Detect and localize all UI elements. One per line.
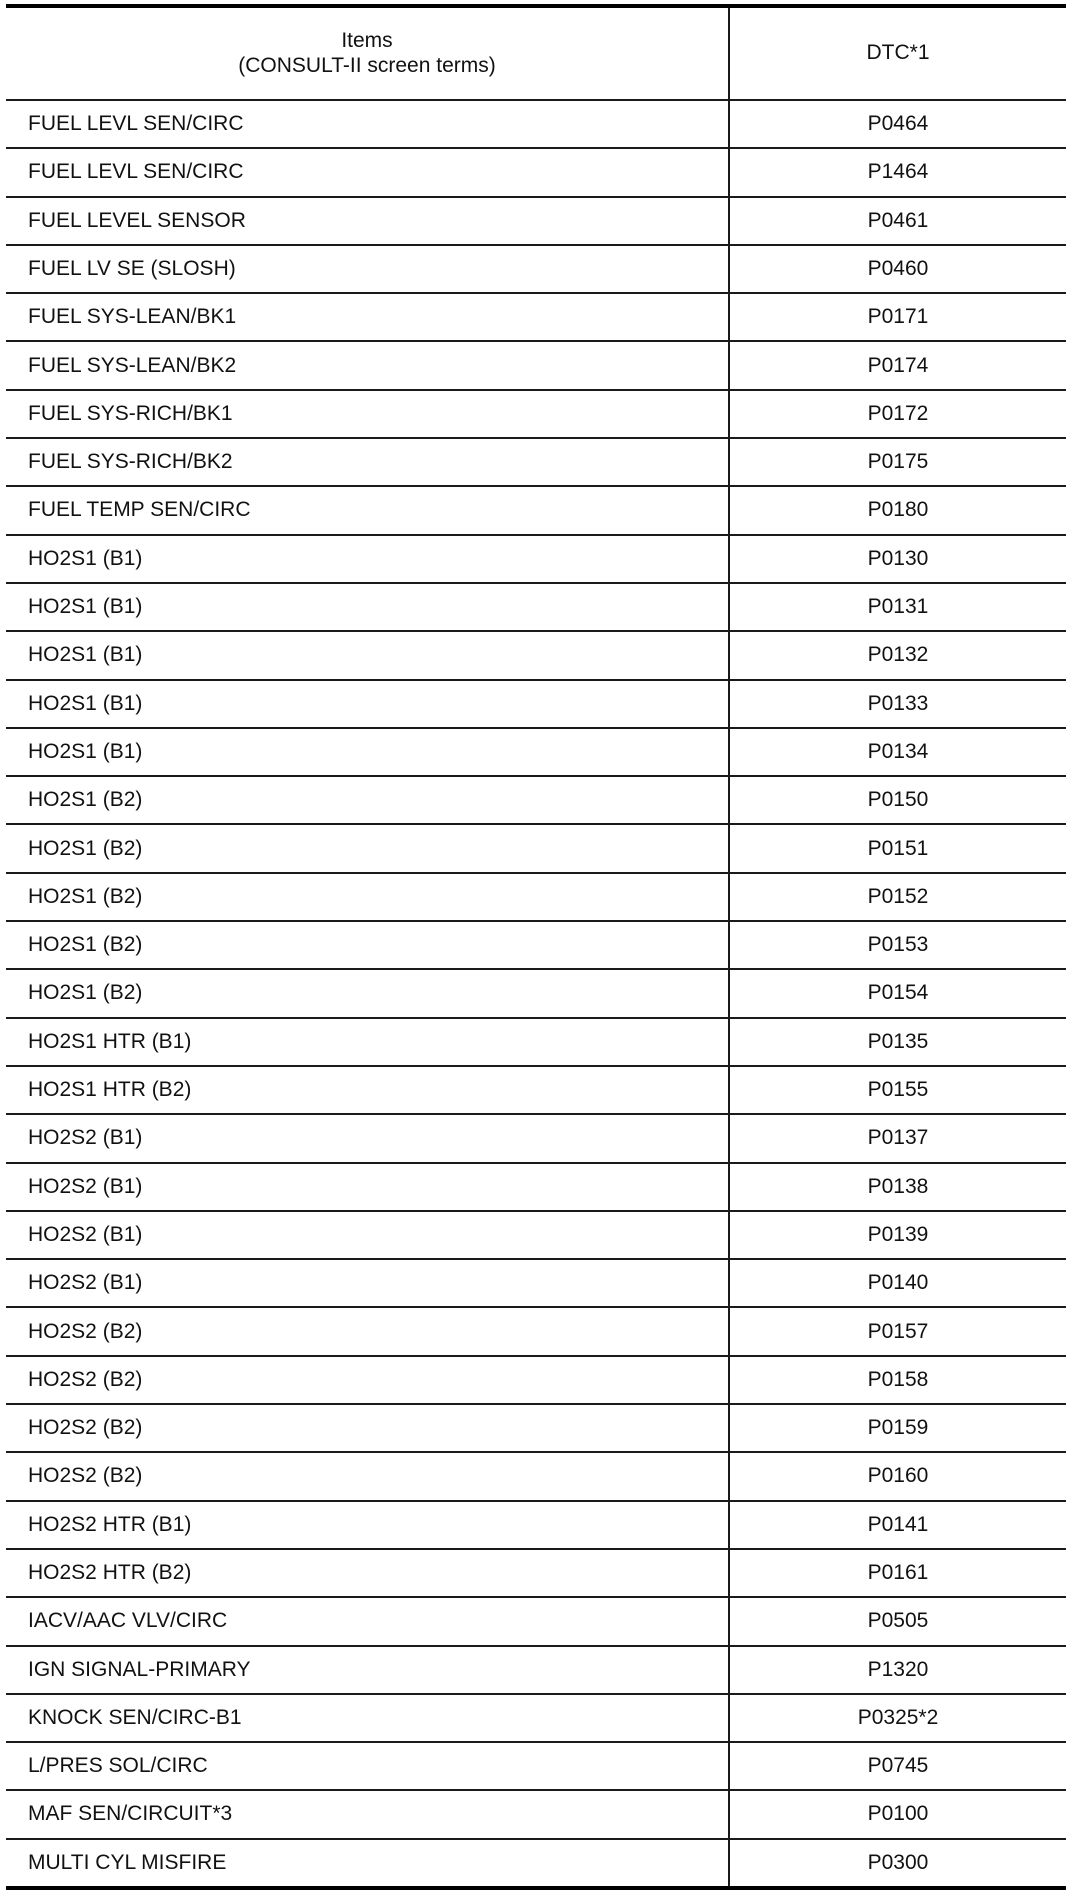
header-items-title: Items bbox=[341, 29, 393, 53]
dtc-cell: P0139 bbox=[729, 1211, 1066, 1259]
table-row bbox=[6, 728, 1066, 776]
table-row bbox=[6, 680, 1066, 728]
table-row bbox=[6, 341, 1066, 389]
table-row bbox=[6, 197, 1066, 245]
table-row bbox=[6, 1839, 1066, 1888]
table-row bbox=[6, 100, 1066, 148]
table-row bbox=[6, 1356, 1066, 1404]
item-cell: FUEL LEVL SEN/CIRC bbox=[6, 148, 729, 196]
dtc-cell: P0154 bbox=[729, 969, 1066, 1017]
item-cell: HO2S2 (B1) bbox=[6, 1114, 729, 1162]
dtc-cell: P0150 bbox=[729, 776, 1066, 824]
table-body bbox=[6, 100, 1066, 1888]
table-row bbox=[6, 1646, 1066, 1694]
dtc-cell: P0461 bbox=[729, 197, 1066, 245]
table-row bbox=[6, 1404, 1066, 1452]
dtc-cell: P0160 bbox=[729, 1452, 1066, 1500]
table-row bbox=[6, 1694, 1066, 1742]
item-cell: FUEL LEVL SEN/CIRC bbox=[6, 100, 729, 148]
dtc-cell: P0100 bbox=[729, 1790, 1066, 1838]
table-row bbox=[6, 438, 1066, 486]
table-row bbox=[6, 1307, 1066, 1355]
table-row bbox=[6, 1163, 1066, 1211]
dtc-cell: P0171 bbox=[729, 293, 1066, 341]
dtc-table-page bbox=[6, 4, 1066, 1876]
item-cell: FUEL SYS-LEAN/BK1 bbox=[6, 293, 729, 341]
item-cell: HO2S1 HTR (B2) bbox=[6, 1066, 729, 1114]
item-cell: HO2S1 (B1) bbox=[6, 631, 729, 679]
item-cell: HO2S2 (B2) bbox=[6, 1356, 729, 1404]
dtc-cell: P0134 bbox=[729, 728, 1066, 776]
item-cell: FUEL SYS-LEAN/BK2 bbox=[6, 341, 729, 389]
table-row bbox=[6, 873, 1066, 921]
dtc-cell: P0300 bbox=[867, 1850, 929, 1874]
item-cell: HO2S1 (B2) bbox=[6, 921, 729, 969]
dtc-cell: P0132 bbox=[729, 631, 1066, 679]
item-cell: HO2S1 (B2) bbox=[6, 776, 729, 824]
dtc-cell: P0464 bbox=[729, 100, 1066, 148]
item-cell: L/PRES SOL/CIRC bbox=[6, 1742, 729, 1790]
table-row bbox=[6, 535, 1066, 583]
item-cell: IGN SIGNAL-PRIMARY bbox=[6, 1646, 729, 1694]
table-row bbox=[6, 1066, 1066, 1114]
item-cell: KNOCK SEN/CIRC-B1 bbox=[6, 1694, 729, 1742]
item-cell: FUEL LEVEL SENSOR bbox=[6, 197, 729, 245]
item-cell: HO2S1 (B1) bbox=[6, 583, 729, 631]
item-cell: FUEL TEMP SEN/CIRC bbox=[6, 486, 729, 534]
dtc-cell: P0152 bbox=[729, 873, 1066, 921]
item-cell: HO2S1 (B1) bbox=[6, 728, 729, 776]
dtc-cell: P0505 bbox=[729, 1597, 1066, 1645]
table-row bbox=[6, 148, 1066, 196]
dtc-cell: P0135 bbox=[729, 1018, 1066, 1066]
item-cell: HO2S1 (B2) bbox=[6, 824, 729, 872]
dtc-table bbox=[6, 4, 1066, 1890]
table-row bbox=[6, 1211, 1066, 1259]
dtc-cell: P0157 bbox=[729, 1307, 1066, 1355]
dtc-cell: P0141 bbox=[729, 1501, 1066, 1549]
item-cell: HO2S2 (B2) bbox=[6, 1404, 729, 1452]
dtc-cell: P0153 bbox=[729, 921, 1066, 969]
table-row bbox=[6, 1452, 1066, 1500]
item-cell: FUEL SYS-RICH/BK2 bbox=[6, 438, 729, 486]
item-cell: HO2S1 (B1) bbox=[6, 535, 729, 583]
dtc-cell: P0158 bbox=[729, 1356, 1066, 1404]
dtc-cell: P0137 bbox=[729, 1114, 1066, 1162]
dtc-cell: P0140 bbox=[729, 1259, 1066, 1307]
table-row bbox=[6, 1790, 1066, 1838]
item-cell: HO2S2 (B2) bbox=[6, 1452, 729, 1500]
table-row bbox=[6, 1259, 1066, 1307]
table-row bbox=[6, 583, 1066, 631]
item-cell: HO2S2 (B1) bbox=[6, 1163, 729, 1211]
dtc-cell: P0172 bbox=[729, 390, 1066, 438]
item-cell: MULTI CYL MISFIRE bbox=[6, 1839, 729, 1888]
table-row bbox=[6, 824, 1066, 872]
item-cell: HO2S2 (B2) bbox=[6, 1307, 729, 1355]
table-row bbox=[6, 293, 1066, 341]
item-cell: IACV/AAC VLV/CIRC bbox=[6, 1597, 729, 1645]
table-row bbox=[6, 1549, 1066, 1597]
item-cell: HO2S2 (B1) bbox=[6, 1259, 729, 1307]
table-row bbox=[6, 1501, 1066, 1549]
table-header-row bbox=[6, 6, 1066, 100]
dtc-cell: P0159 bbox=[729, 1404, 1066, 1452]
dtc-cell: P0155 bbox=[729, 1066, 1066, 1114]
dtc-cell: P0161 bbox=[729, 1549, 1066, 1597]
table-row bbox=[6, 631, 1066, 679]
table-row bbox=[6, 921, 1066, 969]
header-dtc: DTC*1 bbox=[729, 6, 1066, 100]
dtc-cell: P0325*2 bbox=[729, 1694, 1066, 1742]
item-cell: HO2S2 HTR (B1) bbox=[6, 1501, 729, 1549]
dtc-cell: P0175 bbox=[729, 438, 1066, 486]
item-cell: HO2S1 HTR (B1) bbox=[6, 1018, 729, 1066]
table-row bbox=[6, 486, 1066, 534]
item-cell: HO2S1 (B1) bbox=[6, 680, 729, 728]
dtc-cell: P1320 bbox=[729, 1646, 1066, 1694]
table-row bbox=[6, 390, 1066, 438]
dtc-cell: P0180 bbox=[729, 486, 1066, 534]
dtc-cell: P1464 bbox=[729, 148, 1066, 196]
dtc-cell: P0460 bbox=[729, 245, 1066, 293]
table-row bbox=[6, 1742, 1066, 1790]
header-items-subtitle: (CONSULT-II screen terms) bbox=[238, 53, 496, 77]
dtc-cell: P0138 bbox=[729, 1163, 1066, 1211]
dtc-cell: P0174 bbox=[729, 341, 1066, 389]
item-cell: MAF SEN/CIRCUIT*3 bbox=[6, 1790, 729, 1838]
item-cell: HO2S1 (B2) bbox=[6, 969, 729, 1017]
table-row bbox=[6, 1114, 1066, 1162]
table-row bbox=[6, 245, 1066, 293]
header-items bbox=[6, 6, 729, 100]
table-row bbox=[6, 1597, 1066, 1645]
item-cell: FUEL SYS-RICH/BK1 bbox=[6, 390, 729, 438]
dtc-cell: P0745 bbox=[729, 1742, 1066, 1790]
dtc-cell: P0130 bbox=[729, 535, 1066, 583]
dtc-cell: P0151 bbox=[729, 824, 1066, 872]
table-row bbox=[6, 776, 1066, 824]
item-cell: HO2S2 (B1) bbox=[6, 1211, 729, 1259]
item-cell: HO2S2 HTR (B2) bbox=[6, 1549, 729, 1597]
table-row bbox=[6, 1018, 1066, 1066]
table-row bbox=[6, 969, 1066, 1017]
item-cell: HO2S1 (B2) bbox=[6, 873, 729, 921]
dtc-cell: P0133 bbox=[729, 680, 1066, 728]
item-cell: FUEL LV SE (SLOSH) bbox=[6, 245, 729, 293]
dtc-cell: P0131 bbox=[729, 583, 1066, 631]
